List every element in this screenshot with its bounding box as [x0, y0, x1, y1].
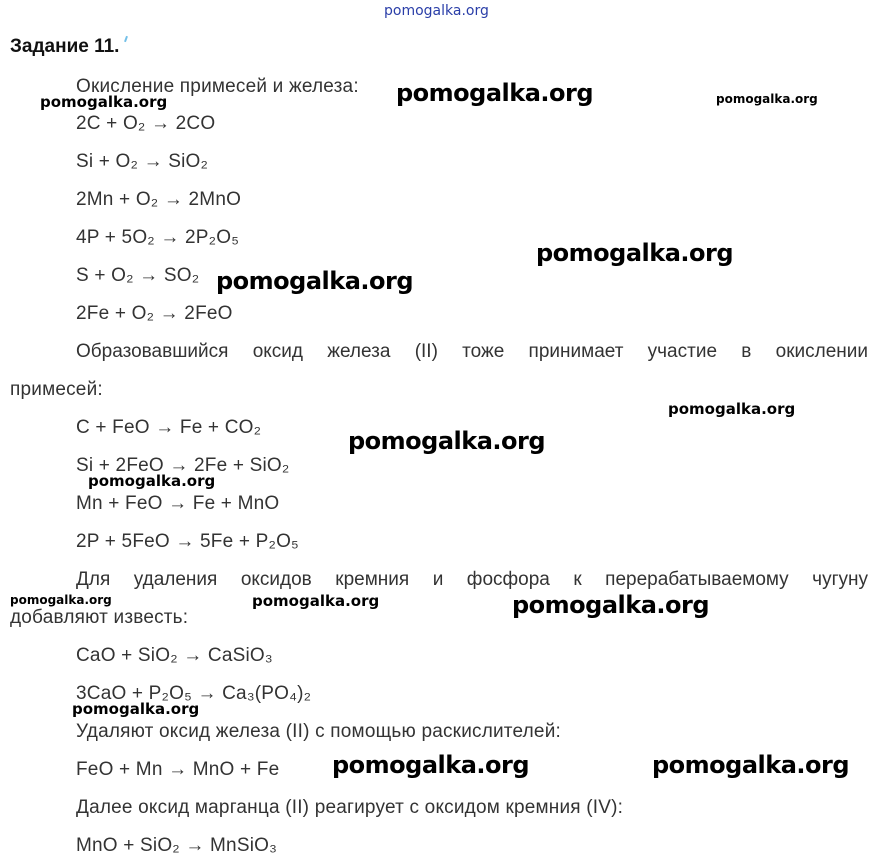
- paragraph-line: Удаляют оксид железа (II) с помощью раскислителей:: [76, 721, 561, 742]
- paragraph-line: Образовавшийся оксид железа (II) тоже принимает участие в окислении: [76, 341, 868, 362]
- reaction-line: CaO + SiO₂ → CaSiO₃: [76, 645, 273, 666]
- reaction-line: Mn + FeO → Fe + MnO: [76, 493, 280, 514]
- site-header-watermark[interactable]: pomogalka.org: [384, 3, 489, 19]
- reaction-line: 2Fe + O₂ → 2FeO: [76, 303, 233, 324]
- task-title: [10, 36, 127, 58]
- reaction-line: Si + 2FeO → 2Fe + SiO₂: [76, 455, 290, 476]
- task-title-text: Задание 11.: [10, 36, 120, 57]
- reaction-line: 4P + 5O₂ → 2P₂O₅: [76, 227, 240, 248]
- reaction-line: S + O₂ → SO₂: [76, 265, 200, 286]
- edit-mark-icon: [125, 36, 129, 42]
- paragraph-line: Для удаления оксидов кремния и фосфора к перерабатываемому чугуну: [76, 569, 868, 590]
- watermark: pomogalka.org: [252, 592, 380, 610]
- watermark: pomogalka.org: [40, 93, 168, 111]
- reaction-line: 2C + O₂ → 2CO: [76, 113, 216, 134]
- paragraph-line: добавляют известь:: [10, 607, 189, 628]
- reaction-line: MnO + SiO₂ → MnSiO₃: [76, 835, 278, 856]
- watermark: pomogalka.org: [536, 239, 734, 267]
- reaction-line: 2Mn + O₂ → 2MnO: [76, 189, 242, 210]
- reaction-line: C + FeO → Fe + CO₂: [76, 417, 262, 438]
- reaction-line: 2P + 5FeO → 5Fe + P₂O₅: [76, 531, 299, 552]
- watermark: pomogalka.org: [652, 751, 850, 779]
- watermark: pomogalka.org: [72, 700, 200, 718]
- paragraph-line: примесей:: [10, 379, 103, 400]
- reaction-line: Si + O₂ → SiO₂: [76, 151, 209, 172]
- watermark: pomogalka.org: [332, 751, 530, 779]
- watermark: pomogalka.org: [10, 593, 112, 607]
- reaction-line: FeO + Mn → MnO + Fe: [76, 759, 280, 780]
- watermark: pomogalka.org: [348, 427, 546, 455]
- watermark: pomogalka.org: [668, 400, 796, 418]
- reaction-line: 3CaO + P₂O₅ → Ca₃(PO₄)₂: [76, 683, 312, 704]
- watermark: pomogalka.org: [216, 267, 414, 295]
- watermark: pomogalka.org: [512, 591, 710, 619]
- paragraph-line: Далее оксид марганца (II) реагирует с оксидом кремния (IV):: [76, 797, 624, 818]
- watermark: pomogalka.org: [88, 472, 216, 490]
- watermark: pomogalka.org: [716, 92, 818, 106]
- intro-text: Окисление примесей и железа:: [76, 76, 359, 97]
- watermark: pomogalka.org: [396, 79, 594, 107]
